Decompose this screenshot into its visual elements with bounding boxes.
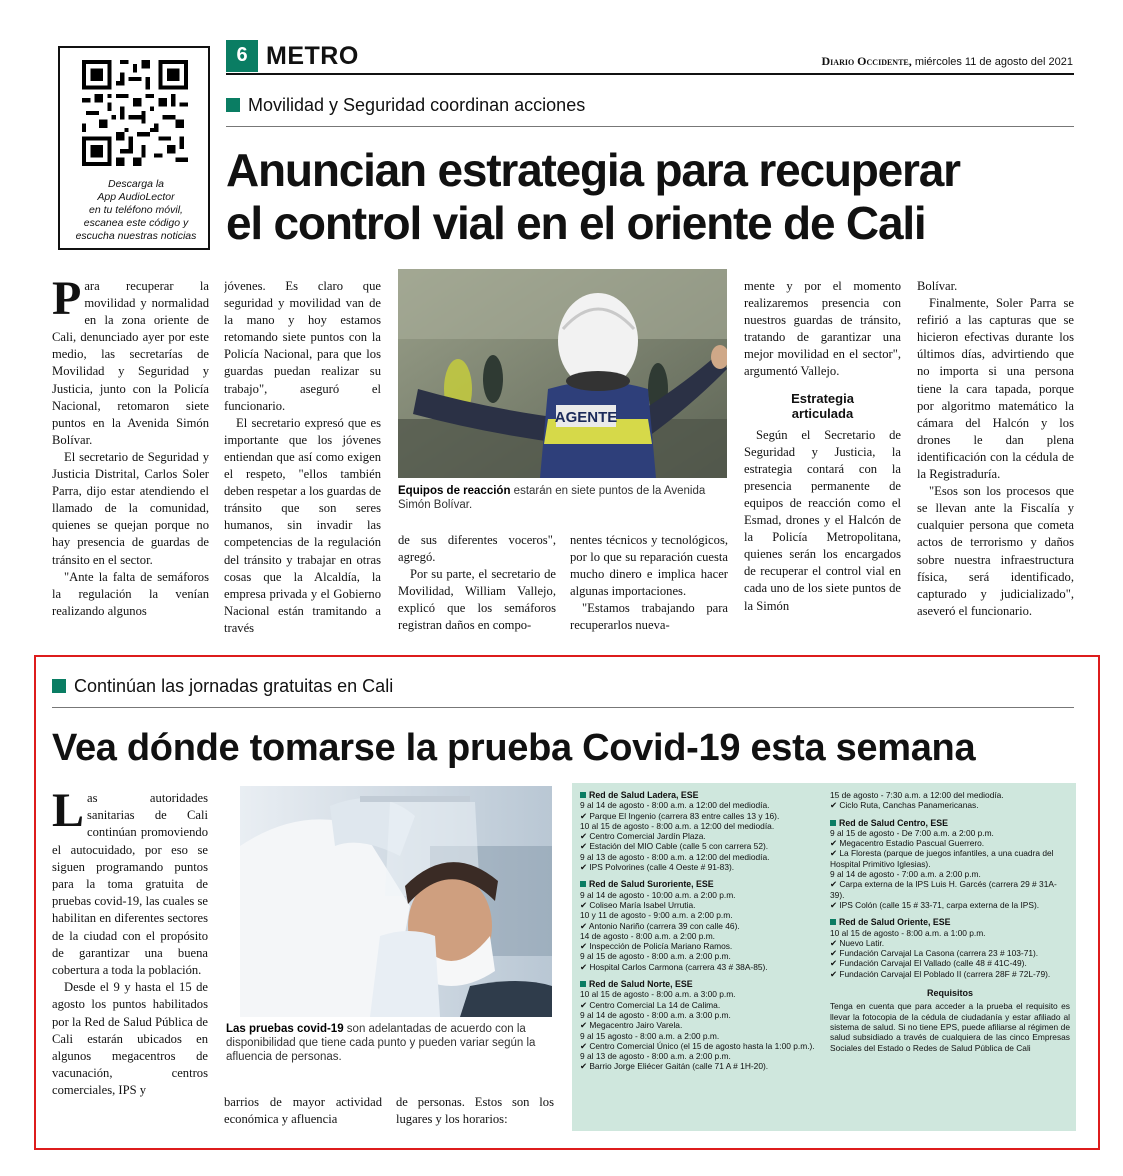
article2-headline: Vea dónde tomarse la prueba Covid-19 esta semana (52, 727, 976, 769)
traffic-agent-photo (398, 269, 727, 478)
article1-column-4: nentes técnicos y tecnológicos, por lo que su reparación cuesta mucho dinero e implica hacer algunas importaciones. "Estamos trabajando para recuperarlos nueva- (570, 533, 728, 633)
paper-name: Diario Occidente, (821, 54, 912, 68)
bullet-square-icon (580, 792, 586, 798)
article1-headline: Anuncian estrategia para recuperar el control vial en el oriente de Cali (226, 144, 960, 249)
location-block: Red de Salud Centro, ESE 9 al 15 de agosto - De 7:00 a.m. a 2:00 p.m. ✔ Megacentro Estadio Pascual Guerrero. ✔ La Floresta (parque de juegos infantiles, a una cuadra del Hospital Primitivo Iglesias). 9 al 14 de agosto - 7:00 a.m. a 2:00 p.m. ✔ Carpa externa de la IPS Luis H. Garcés (carrera 29 # 31A-39). ✔ IPS Colón (calle 15 # 33-71, carpa externa de la IPS). (830, 817, 1057, 910)
covid-test-photo (240, 786, 552, 1017)
bullet-square-icon (830, 919, 836, 925)
header-dateline (822, 54, 1073, 69)
article1-column-2: jóvenes. Es claro que seguridad y movilidad van de la mano y hoy estamos retomando siete puntos con la Policía Nacional, para que los guardas puedan realizar su trabajo", aseguró el funcionario. El secretario expresó que es importante que los jóvenes entiendan que así como exigen el respeto, "ellos también deben respetar a los guardas de tránsito que son seres humanos, sin invadir las competencias de la regulación del tránsito y trabajar en otras cosas que la Alcaldía, la empresa privada y el Gobierno Nacional están tramitando a través (224, 279, 381, 635)
section-name: METRO (266, 42, 359, 70)
dropcap: L (52, 784, 85, 837)
vest-text: AGENTE (554, 409, 618, 426)
requirements-text: Tenga en cuenta que para acceder a la prueba el requisito es llevar la fotocopia de la cédula de ciudadanía y estar afiliado al sistema de salud. Si no tiene EPS, puede afiliarse al régimen de salud subsidiado a través de cualquiera de las cinco Empresas Sociales del Estado o Redes de Salud Pública de Cali (830, 1001, 1070, 1053)
location-block: Red de Salud Oriente, ESE 10 al 15 de agosto - 8:00 a.m. a 1:00 p.m. ✔ Nuevo Latir. ✔ Fundación Carvajal La Casona (carrera 23 # 103-71). ✔ Fundación Carvajal El Vallado (calle 48 # 41C-49). ✔ Fundación Carvajal El Poblado II (carrera 28F # 72L-79). (830, 917, 1051, 979)
photo1-caption: Equipos de reacción estarán en siete puntos de la Avenida Simón Bolívar. (398, 485, 706, 511)
audiolector-qr-box (58, 46, 210, 250)
kicker-rule (226, 126, 1074, 127)
location-block: Red de Salud Norte, ESE 10 al 15 de agosto - 8:00 a.m. a 3:00 p.m. ✔ Centro Comercial La 14 de Calima. 9 al 14 de agosto - 8:00 a.m. a 3:00 p.m. ✔ Megacentro Jairo Varela. 9 al 15 agosto - 8:00 a.m. a 2:00 p.m. ✔ Centro Comercial Único (el 15 de agosto hasta la 1:00 p.m.). 9 al 13 de agosto - 8:00 a.m. a 2:00 p.m. ✔ Barrio Jorge Eliécer Gaitán (calle 71 A # 1H-20). (580, 979, 815, 1072)
locations-column-left (580, 790, 820, 1079)
article2-column-3: de personas. Estos son los lugares y los horarios: (396, 1095, 554, 1127)
qr-code-icon[interactable] (82, 60, 188, 166)
article1-column-1: Para recuperar la movilidad y normalidad en la zona oriente de Cali, denunciado ayer por este medio, las secretarías de Movilidad y Seguridad y Justicia, junto con la Policía Nacional, retomaron siete puntos en la Avenida Simón Bolívar. El secretario de Seguridad y Justicia Distrital, Carlos Soler Parra, dijo estar atendiendo el llamado de la comunidad, quienes se quejan porque no hay presencia de guardas de tránsito en el sector. "Ante la falta de semáforos la regulación la venían realizando algunos (52, 278, 209, 618)
article2-kicker: Continúan las jornadas gratuitas en Cali (52, 676, 393, 697)
bullet-square-icon (830, 820, 836, 826)
kicker-square-icon (226, 98, 240, 112)
location-block: Red de Salud Ladera, ESE 9 al 14 de agosto - 8:00 a.m. a 12:00 del mediodía. ✔ Parque El Ingenio (carrera 83 entre calles 13 y 16). 10 al 15 de agosto - 8:00 a.m. a 12:00 del mediodía. ✔ Centro Comercial Jardín Plaza. ✔ Estación del MIO Cable (calle 5 con carrera 52). 9 al 13 de agosto - 8:00 a.m. a 12:00 del mediodía. ✔ IPS Polvorines (calle 4 Oeste # 91-83). (580, 790, 780, 873)
header-rule (226, 73, 1074, 75)
article1-subhead: Estrategia articulada (791, 390, 854, 421)
qr-caption: Descarga la App AudioLector en tu teléfono móvil, escanea este código y escucha nuestras noticias (75, 178, 197, 242)
requirements-title: Requisitos (926, 988, 973, 999)
photo2-caption: Las pruebas covid-19 son adelantadas de acuerdo con la disponibilidad que tiene cada punto y pueden variar según la afluencia de personas. (226, 1023, 536, 1063)
testing-locations-box (572, 783, 1076, 1131)
article1-kicker: Movilidad y Seguridad coordinan acciones (226, 95, 585, 116)
article1-column-5: mente y por el momento realizaremos presencia con nuestros guardas de tránsito, tratando de garantizar una mejor movilidad en el sector", argumentó Vallejo. Estrategia articulada Según el Secretario de Seguridad y Justicia, la estrategia contará con la presencia permanente de equipos de reacción como el Esmad, drones y el Halcón de la Policía Metropolitana, quienes serán los encargados de recuperar el control vial en cada uno de los siete puntos de la Simón (744, 279, 901, 613)
dropcap: P (52, 278, 82, 325)
bullet-square-icon (580, 881, 586, 887)
article2-column-1: Las autoridades sanitarias de Cali continúan promoviendo el autocuidado, por eso se siguen programando puntos para la toma gratuita de pruebas covid-19, las cuales se habilitan en diferentes sectores de la ciudad con el propósito de garantizar una buena cobertura a toda la población. Desde el 9 y hasta el 15 de agosto los puntos habilitados por la Red de Salud Pública de Cali estarán ubicados en algunos megacentros de vacunación, centros comerciales, IPS y (52, 784, 208, 1098)
article2-column-2: barrios de mayor actividad económica y afluencia (224, 1095, 382, 1127)
location-block: 15 de agosto - 7:30 a.m. a 12:00 del mediodía. ✔ Ciclo Ruta, Canchas Panamericanas. (830, 790, 1004, 811)
kicker-rule (52, 707, 1074, 708)
article1-column-3: de sus diferentes voceros", agregó. Por su parte, el secretario de Movilidad, William Vallejo, explicó que los semáforos registran daños en compo- (398, 533, 556, 633)
locations-column-right (830, 790, 1070, 1053)
location-block: Red de Salud Suroriente, ESE 9 al 14 de agosto - 10:00 a.m. a 2:00 p.m. ✔ Coliseo María Isabel Urrutia. 10 y 11 de agosto - 9:00 a.m. a 2:00 p.m. ✔ Antonio Nariño (carrera 39 con calle 46). 14 de agosto - 8:00 a.m. a 2:00 p.m. ✔ Inspección de Policía Mariano Ramos. 9 al 15 de agosto - 8:00 a.m. a 2:00 p.m. ✔ Hospital Carlos Carmona (carrera 43 # 38A-85). (580, 879, 768, 972)
kicker-square-icon (52, 679, 66, 693)
issue-date: miércoles 11 de agosto del 2021 (914, 56, 1073, 68)
article1-column-6: Bolívar. Finalmente, Soler Parra se refirió a las capturas que se hicieron efectivas durante los últimos días, advirtiendo que no importa si una persona tiene la cara tapada, porque por algoritmo matemático la cámara del Halcón y los drones le dan plena identificación con la cédula de la Registraduría. "Esos son los procesos que se llevan ante la Fiscalía y cualquier persona que cometa actos de terrorismo y daños sobre nuestra infraestructura física, será identificado, capturado y judicializado", aseveró el funcionario. (917, 279, 1074, 618)
page-number: 6 (226, 40, 258, 72)
bullet-square-icon (580, 981, 586, 987)
